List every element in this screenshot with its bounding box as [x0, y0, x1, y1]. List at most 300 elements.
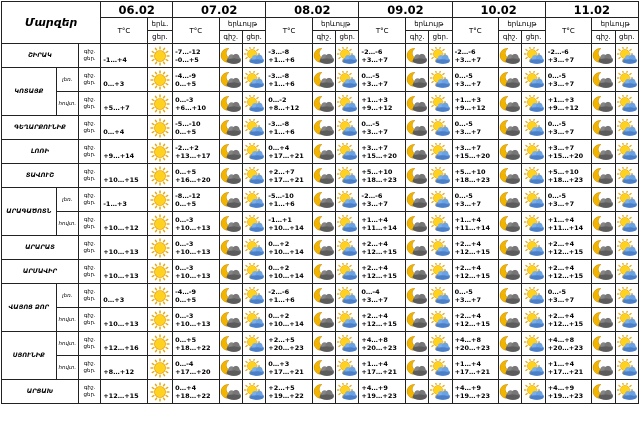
night-day-label: [78, 356, 100, 380]
night-temp: +1…+4: [454, 215, 482, 224]
night-label: գիշ.: [83, 384, 96, 391]
temperature-cell: [545, 140, 592, 164]
day-temp: +3…+7: [547, 55, 575, 64]
sun-icon: [147, 308, 172, 332]
temperature-cell: [101, 260, 148, 284]
temperature-cell: [452, 260, 499, 284]
phenom-header: երև.: [147, 18, 172, 31]
day-temp: +12…+15: [361, 319, 397, 328]
table-row: [2, 68, 639, 92]
day-temp: +12…+15: [547, 319, 584, 328]
date-header: 08.02: [266, 2, 359, 18]
night-day-label: [78, 308, 100, 332]
table-row: [2, 260, 639, 284]
sun-cloud-icon: [522, 188, 545, 212]
table-row: [2, 44, 639, 68]
moon-cloud-icon: [219, 380, 242, 404]
moon-cloud-icon: [405, 92, 428, 116]
region-name: ԱՐԱԳԱԾՈՏՆ: [2, 188, 57, 236]
day-label: ցեր.: [83, 151, 96, 158]
sun-cloud-icon: [522, 92, 545, 116]
temperature-cell: [173, 236, 220, 260]
temperature-cell: [359, 284, 406, 308]
temperature-cell: [173, 332, 220, 356]
moon-cloud-icon: [219, 332, 242, 356]
moon-cloud-icon: [592, 236, 615, 260]
day-temp: +1…+6: [268, 55, 295, 64]
temperature-cell: [266, 188, 313, 212]
night-day-label: [78, 116, 100, 140]
temperature-cell: [452, 332, 499, 356]
night-temp: +2…+4: [454, 311, 482, 320]
sun-cloud-icon: [615, 92, 638, 116]
moon-cloud-icon: [592, 92, 615, 116]
day-temp: +8…+12: [268, 103, 300, 112]
night-subheader: գիշ.: [499, 31, 522, 44]
sun-cloud-icon: [615, 212, 638, 236]
sun-cloud-icon: [242, 68, 265, 92]
temperature-cell: [359, 92, 406, 116]
moon-cloud-icon: [405, 308, 428, 332]
temperature-cell: [266, 380, 313, 404]
temperature-cell: [101, 140, 148, 164]
sub-region: լեռ.: [56, 68, 78, 92]
temperature-cell: [101, 284, 148, 308]
sun-icon: [147, 260, 172, 284]
phenom-header: երևույթ: [405, 18, 452, 31]
night-temp: +4…+9: [547, 383, 575, 392]
night-temp: 0…-5: [454, 119, 473, 128]
temperature-cell: [359, 356, 406, 380]
night-temp: +5…+10: [454, 167, 486, 176]
sun-cloud-icon: [522, 140, 545, 164]
temperature-cell: [545, 332, 592, 356]
day-temp: +12…+15: [547, 271, 584, 280]
moon-cloud-icon: [312, 188, 335, 212]
table-row: [2, 284, 639, 308]
night-temp: -3…-8: [268, 47, 290, 56]
night-temp: +2…+4: [361, 311, 388, 320]
day-temp: +10…+13: [103, 319, 139, 328]
sun-cloud-icon: [429, 140, 452, 164]
sun-cloud-icon: [336, 116, 359, 140]
moon-cloud-icon: [499, 68, 522, 92]
day-temp: +12…+15: [547, 247, 584, 256]
sun-cloud-icon: [429, 284, 452, 308]
temperature-cell: [173, 68, 220, 92]
temperature-cell: [101, 116, 148, 140]
temperature-cell: [545, 68, 592, 92]
night-temp: +2…+4: [547, 239, 575, 248]
day-temp: +17…+21: [454, 367, 491, 376]
temperature-cell: [452, 68, 499, 92]
region-name: ՎԱՅՈՑ ՁՈՐ: [2, 284, 57, 332]
moon-cloud-icon: [219, 188, 242, 212]
sun-cloud-icon: [615, 140, 638, 164]
night-temp: -2…+2: [175, 143, 199, 152]
moon-cloud-icon: [312, 140, 335, 164]
day-temp: +10…+13: [175, 223, 211, 232]
night-temp: 0…-3: [175, 263, 194, 272]
temperature-cell: [359, 308, 406, 332]
night-temp: 0…-3: [175, 311, 194, 320]
night-temp: +4…+8: [454, 335, 482, 344]
night-temp: -5…-10: [268, 191, 294, 200]
night-temp: 0…-3: [175, 215, 194, 224]
moon-cloud-icon: [405, 140, 428, 164]
sun-cloud-icon: [615, 116, 638, 140]
night-day-label: [78, 44, 100, 68]
night-day-label: [78, 332, 100, 356]
night-label: գիշ.: [83, 312, 96, 319]
day-label: ցեր.: [83, 199, 96, 206]
night-temp: 0…+5: [175, 335, 197, 344]
moon-cloud-icon: [499, 236, 522, 260]
sun-icon: [147, 188, 172, 212]
sun-cloud-icon: [429, 236, 452, 260]
date-header: 06.02: [101, 2, 173, 18]
temperature-cell: [173, 188, 220, 212]
night-temp: -4…-9: [175, 71, 197, 80]
night-temp: -2…-6: [547, 47, 569, 56]
sun-cloud-icon: [336, 356, 359, 380]
night-temp: -2…-6: [361, 47, 383, 56]
day-temp: +13…+17: [175, 151, 211, 160]
temperature-cell: [359, 212, 406, 236]
temperature-cell: [359, 236, 406, 260]
day-temp: 0…+5: [175, 199, 197, 208]
day-label: ցեր.: [83, 319, 96, 326]
sun-cloud-icon: [336, 92, 359, 116]
moon-cloud-icon: [405, 236, 428, 260]
temperature-cell: [359, 140, 406, 164]
sun-cloud-icon: [429, 260, 452, 284]
night-temp: 0…+2: [268, 239, 290, 248]
day-temp: +17…+21: [268, 175, 304, 184]
moon-cloud-icon: [499, 332, 522, 356]
night-temp: -2…-6: [454, 47, 476, 56]
night-temp: +2…+4: [361, 263, 388, 272]
temperature-cell: [545, 164, 592, 188]
night-temp: +4…+8: [547, 335, 575, 344]
temperature-cell: [545, 92, 592, 116]
night-temp: 0…-3: [175, 239, 194, 248]
table-row: [2, 188, 639, 212]
region-name: ԱՐՄԱՎԻՐ: [2, 260, 79, 284]
temperature-cell: [101, 92, 148, 116]
temperature-cell: [452, 236, 499, 260]
day-temp: +17…+20: [175, 367, 211, 376]
night-temp: +4…+8: [361, 335, 388, 344]
day-temp: +12…+15: [103, 391, 139, 400]
day-temp: +10…+12: [103, 223, 139, 232]
day-temp: +11…+14: [547, 223, 584, 232]
day-temp: +18…+23: [361, 175, 397, 184]
table-row: [2, 308, 639, 332]
night-temp: +4…+9: [454, 383, 482, 392]
sun-cloud-icon: [615, 164, 638, 188]
day-temp: +12…+16: [103, 343, 139, 352]
sun-cloud-icon: [615, 236, 638, 260]
night-label: գիշ.: [83, 216, 96, 223]
day-temp: +10…+13: [175, 247, 211, 256]
temperature-cell: [101, 332, 148, 356]
temperature-cell: [545, 188, 592, 212]
night-temp: -4…-9: [175, 287, 197, 296]
temperature-cell: [266, 92, 313, 116]
day-temp: +3…+7: [454, 199, 482, 208]
day-temp: 0…+5: [175, 127, 197, 136]
day-label: ցեր.: [83, 127, 96, 134]
day-temp: +10…+13: [175, 319, 211, 328]
temperature-cell: [173, 260, 220, 284]
night-subheader: գիշ.: [405, 31, 428, 44]
moon-cloud-icon: [219, 260, 242, 284]
moon-cloud-icon: [405, 68, 428, 92]
sun-cloud-icon: [522, 44, 545, 68]
night-temp: +2…+4: [454, 239, 482, 248]
sun-cloud-icon: [336, 212, 359, 236]
moon-cloud-icon: [499, 380, 522, 404]
date-header: 11.02: [545, 2, 638, 18]
sun-cloud-icon: [522, 68, 545, 92]
night-temp: +1…+3: [547, 95, 575, 104]
sun-icon: [147, 164, 172, 188]
day-label: ցեր.: [83, 343, 96, 350]
sun-cloud-icon: [522, 212, 545, 236]
temperature-cell: [266, 44, 313, 68]
day-temp: +10…+14: [268, 247, 304, 256]
temperature-cell: [452, 140, 499, 164]
temperature-cell: [359, 332, 406, 356]
sun-cloud-icon: [522, 308, 545, 332]
temp-header: T°C: [359, 18, 406, 44]
date-header: 10.02: [452, 2, 545, 18]
night-temp: 0…-5: [361, 71, 380, 80]
night-label: գիշ.: [83, 264, 96, 271]
moon-cloud-icon: [592, 188, 615, 212]
night-temp: 0…+3: [268, 359, 290, 368]
sun-cloud-icon: [242, 188, 265, 212]
day-temp: +3…+7: [454, 55, 482, 64]
moon-cloud-icon: [592, 380, 615, 404]
temperature-cell: [173, 44, 220, 68]
day-temp: +19…+22: [268, 391, 304, 400]
day-label: ցեր.: [83, 367, 96, 374]
night-day-label: [78, 284, 100, 308]
night-temp: 0…-4: [361, 287, 380, 296]
sun-cloud-icon: [615, 332, 638, 356]
sun-cloud-icon: [522, 284, 545, 308]
sun-cloud-icon: [429, 116, 452, 140]
day-temp: +11…+14: [361, 223, 397, 232]
moon-cloud-icon: [592, 44, 615, 68]
sun-cloud-icon: [336, 332, 359, 356]
day-temp: +19…+23: [361, 391, 397, 400]
temperature-cell: [452, 92, 499, 116]
temperature-cell: [452, 164, 499, 188]
night-temp: +2…+7: [268, 167, 295, 176]
moon-cloud-icon: [499, 284, 522, 308]
temperature-cell: [173, 356, 220, 380]
day-temp: +6…+10: [175, 103, 207, 112]
night-temp: 0…-5: [361, 119, 380, 128]
sun-cloud-icon: [336, 68, 359, 92]
sun-cloud-icon: [336, 44, 359, 68]
table-row: [2, 92, 639, 116]
sun-cloud-icon: [429, 164, 452, 188]
moon-cloud-icon: [405, 116, 428, 140]
day-subheader: ցեր.: [522, 31, 545, 44]
night-temp: +2…+4: [454, 263, 482, 272]
sun-cloud-icon: [242, 356, 265, 380]
sun-cloud-icon: [336, 380, 359, 404]
temperature-cell: [101, 188, 148, 212]
day-temp: +12…+15: [361, 271, 397, 280]
night-temp: +2…+4: [547, 263, 575, 272]
moon-cloud-icon: [499, 212, 522, 236]
day-temp: +20…+23: [361, 343, 397, 352]
day-temp: +11…+14: [454, 223, 491, 232]
sun-icon: [147, 140, 172, 164]
sun-cloud-icon: [242, 212, 265, 236]
day-temp: +3…+7: [547, 295, 575, 304]
moon-cloud-icon: [405, 284, 428, 308]
moon-cloud-icon: [499, 308, 522, 332]
sun-cloud-icon: [242, 236, 265, 260]
temperature-cell: [101, 308, 148, 332]
phenom-header: երևույթ: [312, 18, 359, 31]
temperature-cell: [359, 380, 406, 404]
night-day-label: [78, 260, 100, 284]
temperature-cell: [101, 356, 148, 380]
day-temp: +15…+20: [361, 151, 397, 160]
sun-cloud-icon: [615, 68, 638, 92]
sun-cloud-icon: [429, 356, 452, 380]
night-temp: +3…+7: [454, 143, 482, 152]
temperature-cell: [452, 308, 499, 332]
sun-cloud-icon: [242, 284, 265, 308]
day-temp: +1…+6: [268, 295, 295, 304]
moon-cloud-icon: [405, 260, 428, 284]
table-row: [2, 380, 639, 404]
night-temp: -3…-8: [268, 71, 290, 80]
sun-icon: [147, 92, 172, 116]
moon-cloud-icon: [592, 116, 615, 140]
day-temp: +19…+23: [547, 391, 584, 400]
date-header: 09.02: [359, 2, 452, 18]
sun-cloud-icon: [242, 92, 265, 116]
sun-icon: [147, 116, 172, 140]
night-day-label: [78, 188, 100, 212]
temperature-cell: [266, 212, 313, 236]
table-row: [2, 116, 639, 140]
sun-cloud-icon: [429, 92, 452, 116]
region-name: ԱՐԱՐԱՏ: [2, 236, 79, 260]
sun-cloud-icon: [336, 140, 359, 164]
moon-cloud-icon: [312, 236, 335, 260]
day-temp: +15…+20: [454, 151, 491, 160]
night-day-label: [78, 236, 100, 260]
sun-cloud-icon: [336, 188, 359, 212]
day-temp: +17…+21: [547, 367, 584, 376]
temperature-cell: [545, 212, 592, 236]
table-row: [2, 212, 639, 236]
day-temp: +12…+15: [454, 271, 491, 280]
day-temp: +20…+23: [268, 343, 304, 352]
region-name: ՏԱՎՈՒՇ: [2, 164, 79, 188]
day-temp: 0…+3: [103, 79, 125, 88]
day-subheader: ցեր.: [615, 31, 638, 44]
night-label: գիշ.: [83, 192, 96, 199]
night-label: գիշ.: [83, 168, 96, 175]
night-label: գիշ.: [83, 120, 96, 127]
sun-icon: [147, 44, 172, 68]
temperature-cell: [359, 44, 406, 68]
night-temp: +2…+4: [547, 311, 575, 320]
table-row: [2, 236, 639, 260]
day-temp: +17…+21: [268, 367, 304, 376]
night-day-label: [78, 140, 100, 164]
moon-cloud-icon: [499, 260, 522, 284]
temperature-cell: [101, 44, 148, 68]
temperature-cell: [173, 212, 220, 236]
sun-cloud-icon: [522, 116, 545, 140]
moon-cloud-icon: [499, 164, 522, 188]
moon-cloud-icon: [219, 116, 242, 140]
night-label: գիշ.: [83, 240, 96, 247]
night-temp: +1…+3: [361, 95, 388, 104]
day-label: ցեր.: [83, 391, 96, 398]
sun-cloud-icon: [522, 260, 545, 284]
temperature-cell: [173, 380, 220, 404]
table-row: [2, 164, 639, 188]
temperature-cell: [359, 260, 406, 284]
moon-cloud-icon: [312, 44, 335, 68]
day-temp: +12…+15: [361, 247, 397, 256]
day-temp: +10…+13: [103, 247, 139, 256]
temperature-cell: [452, 380, 499, 404]
sun-cloud-icon: [615, 260, 638, 284]
sun-icon: [147, 68, 172, 92]
day-temp: +1…+6: [268, 79, 295, 88]
night-temp: 0…+2: [268, 263, 290, 272]
moon-cloud-icon: [499, 116, 522, 140]
sun-cloud-icon: [336, 308, 359, 332]
forecast-body: [2, 44, 639, 404]
day-temp: +3…+7: [454, 127, 482, 136]
sun-cloud-icon: [242, 380, 265, 404]
night-temp: -7…-12: [175, 47, 201, 56]
sun-cloud-icon: [336, 164, 359, 188]
moon-cloud-icon: [312, 212, 335, 236]
moon-cloud-icon: [405, 332, 428, 356]
sun-cloud-icon: [429, 68, 452, 92]
night-temp: 0…-3: [175, 95, 194, 104]
moon-cloud-icon: [312, 308, 335, 332]
sun-icon: [147, 332, 172, 356]
day-temp: 0…+5: [175, 79, 197, 88]
day-label: ցեր.: [83, 223, 96, 230]
temperature-cell: [545, 260, 592, 284]
moon-cloud-icon: [219, 164, 242, 188]
temperature-cell: [173, 92, 220, 116]
day-temp: +18…+22: [175, 391, 211, 400]
temperature-cell: [101, 68, 148, 92]
day-temp: +15…+20: [547, 151, 584, 160]
day-temp: +3…+7: [361, 55, 388, 64]
sun-cloud-icon: [615, 308, 638, 332]
